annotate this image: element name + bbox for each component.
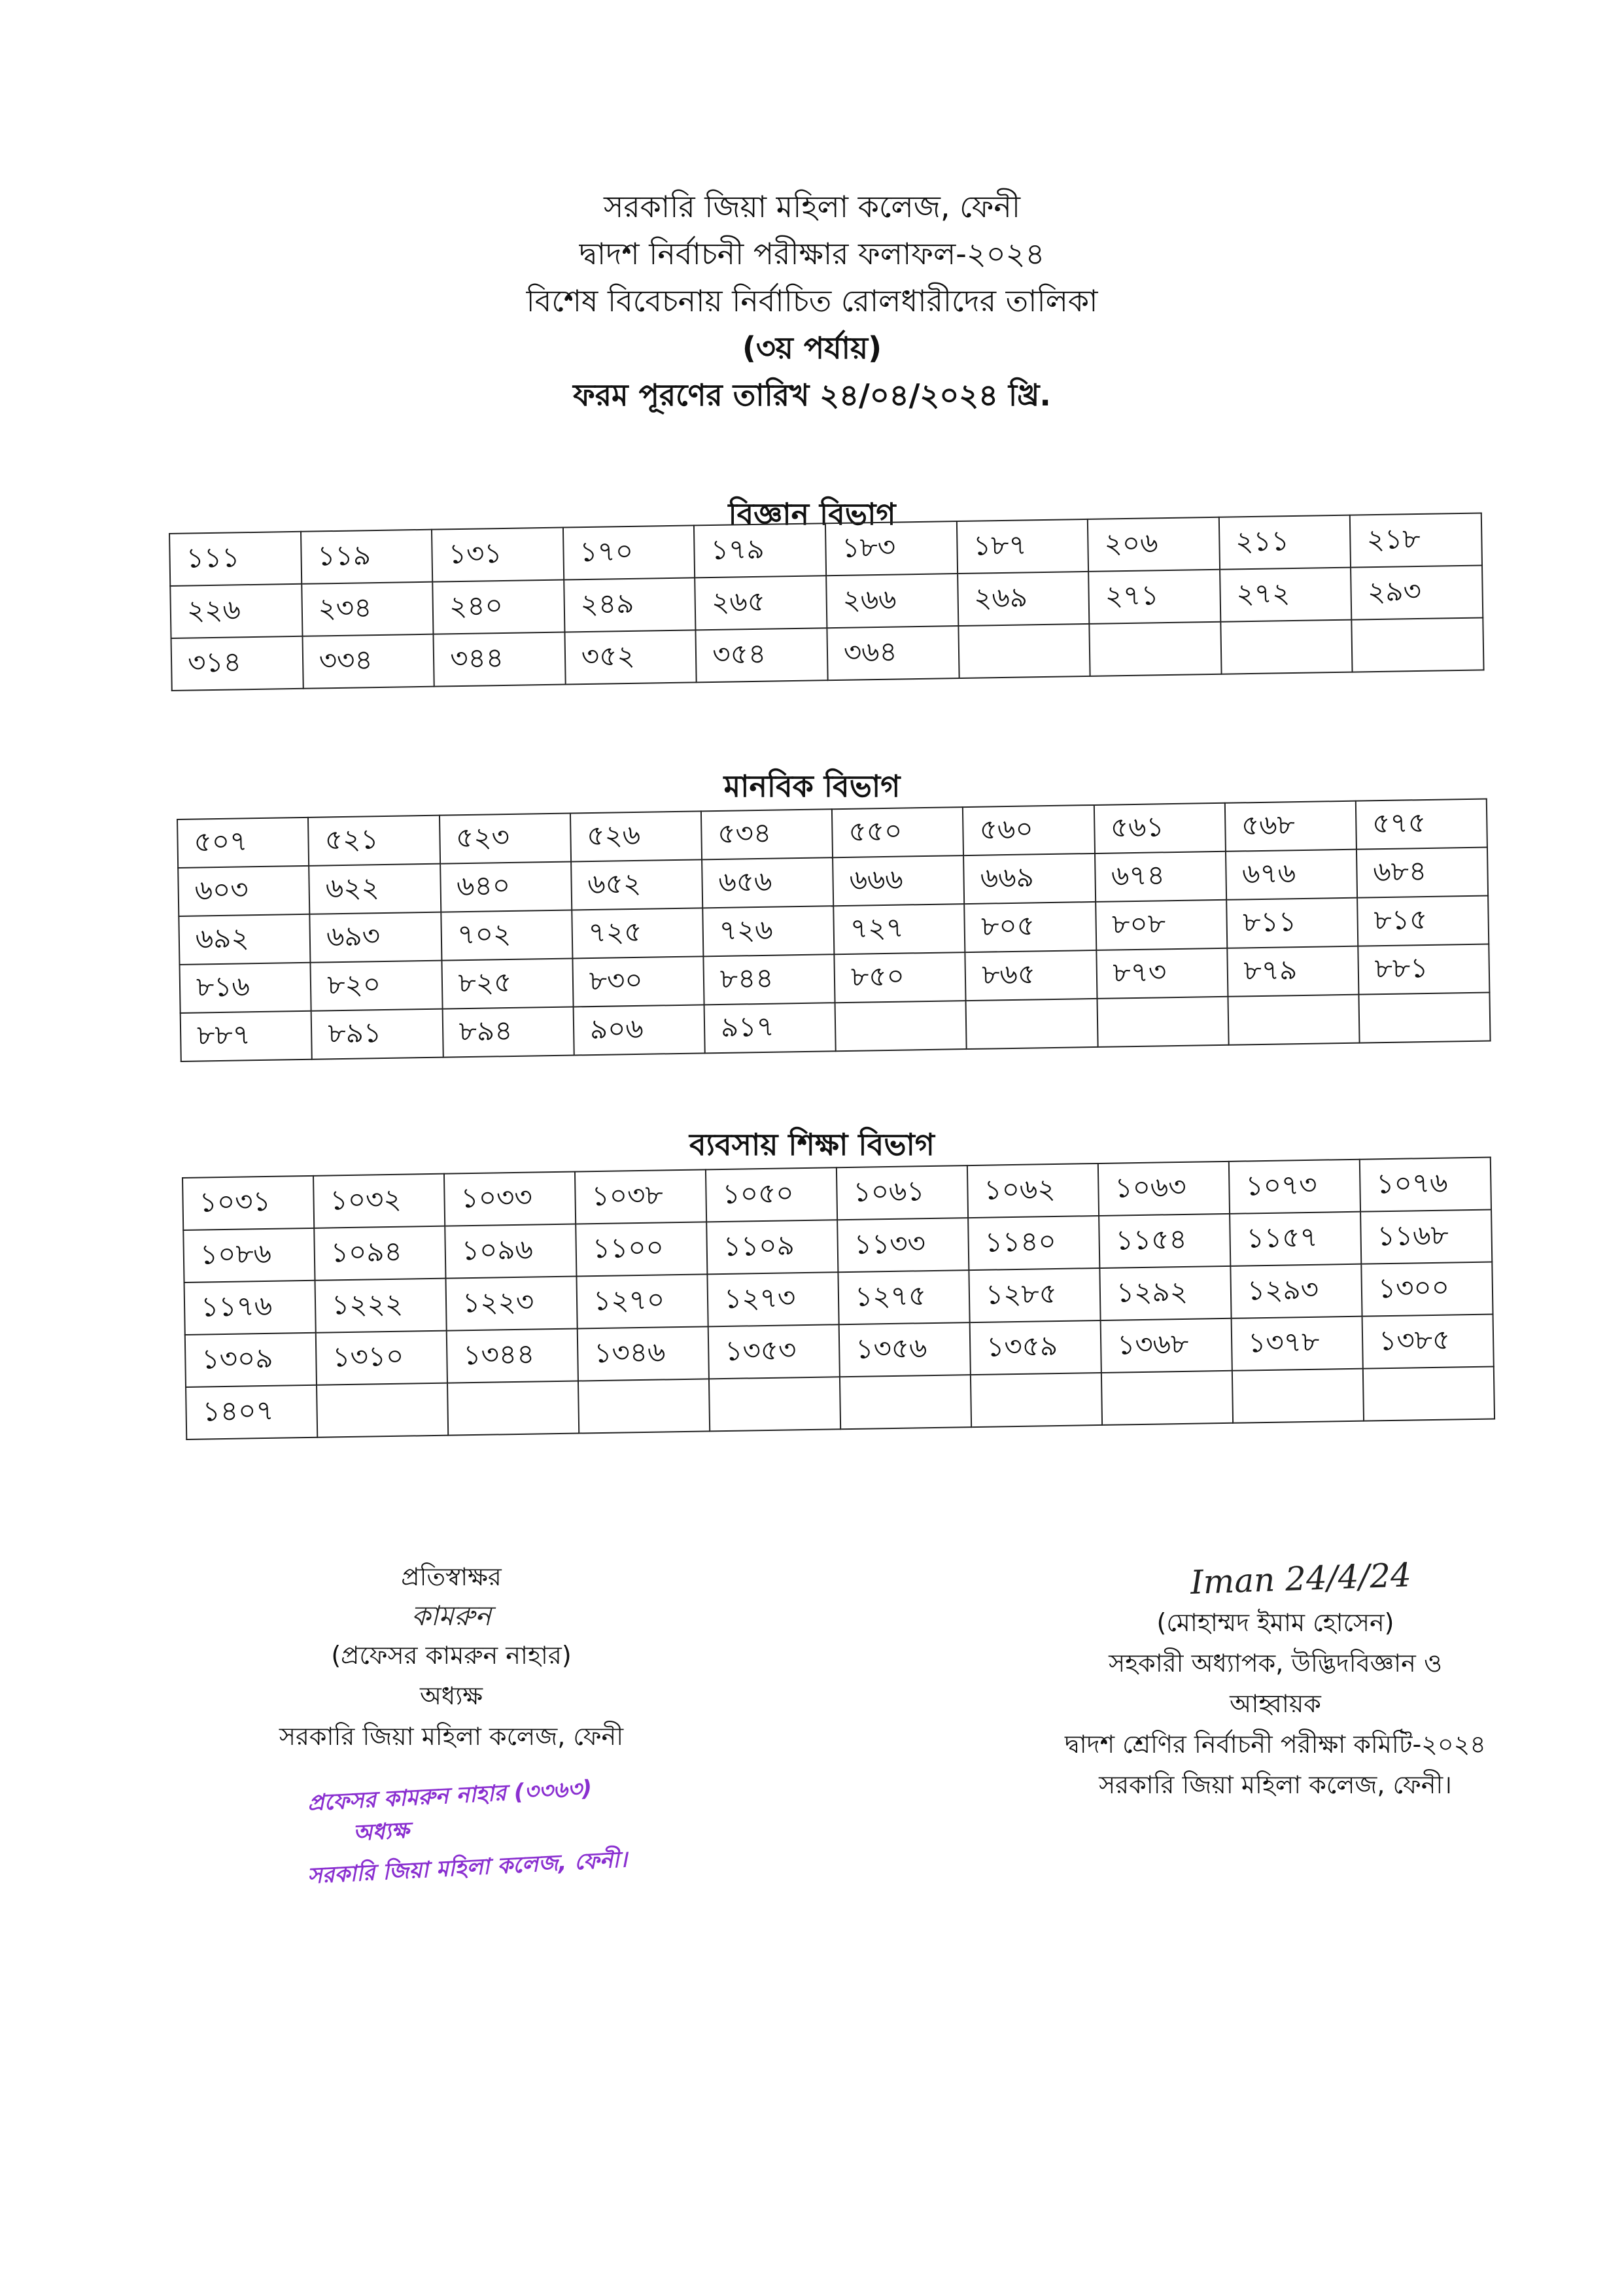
roll-cell <box>578 1379 710 1433</box>
roll-cell: ৭২৫ <box>572 908 703 958</box>
roll-cell <box>835 1001 967 1051</box>
convener-name: (মোহাম্মদ ইমাম হোসেন) <box>1156 1608 1394 1637</box>
roll-cell: ১১৬৮ <box>1360 1210 1492 1264</box>
roll-cell: ৫২৩ <box>439 814 570 864</box>
roll-cell: ৯০৬ <box>573 1005 704 1055</box>
roll-cell: ৩৫২ <box>564 630 697 684</box>
roll-cell: ৮১৬ <box>180 963 311 1013</box>
roll-cell: ৬২২ <box>309 864 440 914</box>
roll-cell: ১৩৪৪ <box>447 1329 578 1383</box>
roll-cell: ১০৯৪ <box>314 1226 445 1281</box>
roll-cell: ৫৬৮ <box>1224 801 1356 852</box>
roll-cell: ৮৬৫ <box>965 950 1097 1001</box>
roll-cell: ৩৬৪ <box>827 626 959 680</box>
roll-cell: ২৯৩ <box>1351 565 1483 619</box>
roll-cell: ৫৬০ <box>963 805 1094 855</box>
roll-cell: ৮৮৭ <box>181 1011 312 1061</box>
roll-cell <box>1097 997 1228 1047</box>
roll-cell <box>1232 1369 1364 1423</box>
roll-cell: ৮২৫ <box>441 959 573 1009</box>
right-signatory <box>1007 1602 1544 1805</box>
roll-cell: ১৭৯ <box>694 523 826 577</box>
business-roll-table <box>182 1157 1495 1440</box>
roll-cell: ২৪০ <box>432 580 564 634</box>
roll-cell <box>1220 620 1353 674</box>
committee-name: দ্বাদশ শ্রেণির নির্বাচনী পরীক্ষা কমিটি-২০২৪ <box>1065 1730 1486 1759</box>
roll-cell <box>709 1377 840 1431</box>
roll-cell <box>840 1375 971 1429</box>
roll-cell: ৩৪৪ <box>434 632 566 687</box>
roll-cell: ২৩৪ <box>302 582 434 636</box>
roll-cell: ১৩৫৬ <box>839 1322 971 1377</box>
roll-cell: ২১১ <box>1219 515 1351 570</box>
roll-cell: ৮০৫ <box>965 902 1096 952</box>
principal-institution: সরকারি জিয়া মহিলা কলেজ, ফেনী <box>279 1722 624 1751</box>
roll-cell <box>971 1373 1102 1427</box>
roll-cell: ১২২২ <box>315 1279 446 1333</box>
roll-cell: ১১৪০ <box>968 1216 1099 1270</box>
roll-cell: ১২২৩ <box>445 1277 577 1331</box>
roll-cell: ৮৫০ <box>835 952 966 1003</box>
section-title-business: ব্যবসায় শিক্ষা বিভাগ <box>689 1127 935 1162</box>
roll-cell: ১৭০ <box>563 525 695 579</box>
roll-cell: ৭২৭ <box>833 904 965 954</box>
roll-cell: ৬৪০ <box>440 862 572 912</box>
roll-cell: ১০৩৮ <box>575 1169 706 1224</box>
roll-cell: ৬০৩ <box>178 866 309 916</box>
roll-cell <box>966 999 1097 1049</box>
convener-role: আহ্বায়ক <box>1230 1689 1321 1718</box>
roll-cell: ২১৮ <box>1350 513 1482 567</box>
roll-cell: ৩৫৪ <box>696 628 828 682</box>
roll-cell: ৫৭৫ <box>1356 799 1487 850</box>
science-roll-table <box>169 512 1485 691</box>
roll-cell: ১১১ <box>169 532 302 586</box>
roll-cell: ৭২৬ <box>702 906 834 956</box>
roll-cell: ১০৮৬ <box>183 1228 315 1283</box>
roll-cell: ৫৫০ <box>832 807 963 857</box>
roll-cell: ৮১১ <box>1226 898 1358 948</box>
list-title: বিশেষ বিবেচনায় নির্বাচিত রোলধারীদের তালিকা <box>526 283 1098 319</box>
roll-cell: ১০৯৬ <box>445 1224 576 1279</box>
roll-cell: ১১৫৪ <box>1099 1214 1230 1268</box>
roll-cell <box>1363 1367 1494 1421</box>
roll-cell: ১১৫৭ <box>1230 1212 1361 1266</box>
roll-cell <box>1101 1371 1233 1425</box>
roll-cell: ১০৩৩ <box>444 1172 576 1226</box>
roll-cell: ১১৭৬ <box>184 1281 316 1335</box>
roll-cell: ৬৬৯ <box>963 853 1095 904</box>
roll-cell: ২০৬ <box>1088 517 1220 572</box>
form-fill-date: ফরম পূরণের তারিখ ২৪/০৪/২০২৪ খ্রি. <box>573 377 1051 413</box>
principal-stamp-line3: সরকারি জিয়া মহিলা কলেজ, ফেনী। <box>307 1846 628 1889</box>
roll-cell: ১২৭৩ <box>707 1272 838 1326</box>
roll-cell: ৬৬৬ <box>833 855 964 906</box>
roll-cell: ৬৭৬ <box>1226 850 1357 900</box>
roll-cell: ১২৮৫ <box>969 1268 1100 1322</box>
roll-cell: ৬৮৪ <box>1356 848 1488 898</box>
roll-cell: ৫৩৪ <box>701 809 833 859</box>
roll-cell: ২৪৯ <box>564 577 696 632</box>
roll-cell: ১২৭৫ <box>838 1270 969 1324</box>
humanities-roll-table <box>177 799 1491 1062</box>
roll-cell: ১৩৪৬ <box>578 1326 709 1381</box>
college-name: সরকারি জিয়া মহিলা কলেজ, ফেনী <box>603 189 1020 224</box>
roll-cell: ১০৩১ <box>182 1176 314 1230</box>
roll-cell: ২৬৯ <box>958 572 1090 626</box>
document-header <box>0 183 1624 419</box>
roll-cell: ২৭২ <box>1220 568 1352 622</box>
roll-cell: ১৩৮৫ <box>1362 1315 1494 1369</box>
roll-cell <box>1228 995 1359 1045</box>
roll-cell: ২২৬ <box>170 584 302 638</box>
roll-cell: ৯১৭ <box>704 1003 835 1053</box>
principal-stamp-line2: অধ্যক্ষ <box>352 1817 410 1847</box>
roll-cell: ৮২০ <box>311 961 442 1011</box>
roll-cell: ১৩১ <box>432 528 564 582</box>
roll-cell: ১৩৭৮ <box>1232 1317 1363 1371</box>
countersign-label: প্রতিস্বাক্ষর <box>401 1562 502 1591</box>
roll-cell: ১৩৫৯ <box>970 1320 1101 1375</box>
principal-stamp-line1: প্রফেসর কামরুন নাহার (৩৩৬৩) <box>307 1775 593 1817</box>
section-title-science: বিজ্ঞান বিভাগ <box>728 496 896 532</box>
roll-cell: ৬৫৬ <box>702 857 833 908</box>
roll-cell: ২৬৬ <box>826 574 958 628</box>
principal-signature: কামরুন <box>411 1600 492 1632</box>
roll-cell: ৫২১ <box>308 816 440 866</box>
roll-cell <box>1358 993 1490 1043</box>
principal-designation: অধ্যক্ষ <box>419 1681 483 1710</box>
convener-institution: সরকারি জিয়া মহিলা কলেজ, ফেনী। <box>1099 1770 1452 1799</box>
roll-cell: ৩১৪ <box>171 636 303 691</box>
roll-cell: ১০৭৩ <box>1229 1160 1360 1214</box>
roll-cell: ৮০৮ <box>1096 900 1227 950</box>
exam-result-title: দ্বাদশ নির্বাচনী পরীক্ষার ফলাফল-২০২৪ <box>579 236 1045 271</box>
roll-cell: ৬৫২ <box>571 859 702 910</box>
roll-cell: ১০৫০ <box>706 1167 837 1222</box>
roll-cell: ৮৭৯ <box>1227 946 1358 997</box>
roll-cell <box>1352 617 1484 672</box>
roll-cell: ১০৬২ <box>967 1163 1099 1218</box>
roll-cell: ১২৯২ <box>1099 1266 1231 1320</box>
roll-cell: ১৩০০ <box>1361 1262 1493 1317</box>
roll-cell: ১৩১০ <box>316 1331 447 1385</box>
roll-cell: ১১৩৩ <box>837 1218 969 1272</box>
roll-cell: ৭০২ <box>441 910 572 961</box>
principal-name: (প্রফেসর কামরুন নাহার) <box>331 1641 572 1670</box>
roll-cell: ৮৯৪ <box>442 1007 574 1058</box>
roll-cell: ১৪০৭ <box>186 1385 317 1439</box>
roll-cell: ৫২৬ <box>570 811 702 861</box>
roll-cell <box>1089 622 1221 676</box>
section-title-humanities: মানবিক বিভাগ <box>723 768 901 804</box>
roll-cell: ৮৪৪ <box>703 954 835 1005</box>
roll-cell: ১২৯৩ <box>1230 1264 1362 1318</box>
roll-cell: ১২৭০ <box>576 1274 708 1328</box>
roll-cell: ১৩৬৮ <box>1101 1318 1232 1373</box>
roll-cell: ১০৭৬ <box>1360 1158 1491 1212</box>
phase-label: (৩য় পর্যায়) <box>742 330 882 366</box>
roll-cell: ৮৩০ <box>572 956 704 1007</box>
convener-signature: Iman 24/4/24 <box>1190 1556 1412 1602</box>
roll-cell <box>958 624 1090 678</box>
roll-cell: ১৩০৯ <box>185 1333 317 1387</box>
roll-cell: ১০৬৩ <box>1098 1162 1230 1216</box>
roll-cell: ৬৭৪ <box>1095 852 1226 902</box>
roll-cell: ২৬৫ <box>695 576 827 630</box>
roll-cell: ২৭১ <box>1088 570 1220 624</box>
roll-cell: ১১০০ <box>576 1222 707 1276</box>
roll-cell: ৩৩৪ <box>302 634 434 689</box>
convener-designation: সহকারী অধ্যাপক, উদ্ভিদবিজ্ঞান ও <box>1109 1649 1442 1678</box>
roll-cell: ৮৮১ <box>1358 944 1489 995</box>
roll-cell: ৮৯১ <box>311 1009 443 1059</box>
roll-cell: ৫৬১ <box>1094 803 1225 853</box>
left-signatory <box>222 1557 680 1757</box>
roll-cell: ৬৯৩ <box>310 912 441 963</box>
roll-cell: ১১০৯ <box>706 1220 838 1274</box>
roll-cell: ১৮৭ <box>956 519 1088 574</box>
roll-cell: ৬৯২ <box>179 914 310 965</box>
roll-cell: ১৮৩ <box>825 521 958 576</box>
roll-cell: ৫০৭ <box>177 818 309 868</box>
roll-cell: ৮৭৩ <box>1096 948 1228 999</box>
roll-cell: ১৩৫৩ <box>708 1324 840 1379</box>
roll-cell: ১০৬১ <box>837 1165 968 1220</box>
roll-cell: ১০৩২ <box>313 1174 445 1228</box>
roll-cell <box>447 1381 579 1436</box>
roll-cell: ১১৯ <box>301 530 433 584</box>
roll-cell <box>317 1383 448 1438</box>
roll-cell: ৮১৫ <box>1357 896 1489 946</box>
